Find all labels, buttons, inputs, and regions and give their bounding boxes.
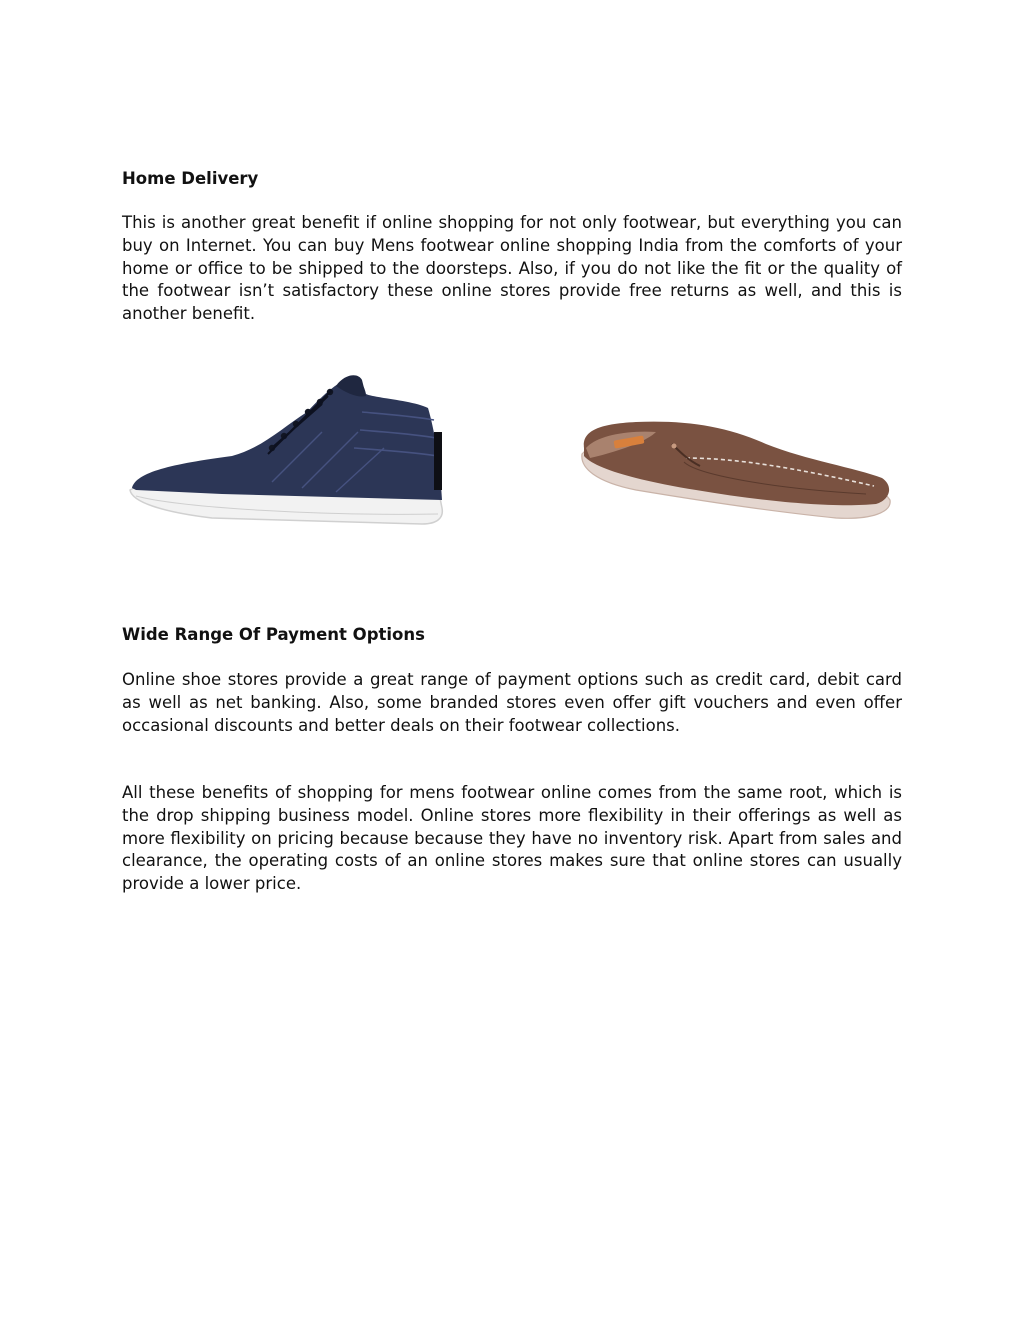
payment-options-paragraph: Online shoe stores provide a great range of payment options such as credit card, debit card as well as net banking. Also, some branded stores even offer gift vouchers and even offer occasional discounts and better deals on their footwear collections. — [122, 670, 902, 735]
drop-shipping-paragraph: All these benefits of shopping for mens footwear online comes from the same root, which is the drop shipping business model. Online stores more flexibility in their offerings as well as more flexibility on pricing because because they have no inventory risk. Apart from sales and clearance, the operating costs of an online stores makes sure that online stores can usually provide a lower price. — [122, 783, 902, 894]
brown-mule-image — [576, 408, 896, 532]
navy-sneaker-image — [122, 372, 452, 532]
home-delivery-paragraph: This is another great benefit if online shopping for not only footwear, but everything you can buy on Internet. You can buy Mens footwear online shopping India from the comforts of your home or office to be shipped to the doorsteps. Also, if you do not like the fit or the quality of the footwear isn’t satisfactory these online stores provide free returns as well, and this is another benefit. — [122, 213, 902, 324]
section-heading-payment-options: Wide Range Of Payment Options — [122, 625, 425, 644]
section-heading-home-delivery: Home Delivery — [122, 169, 259, 188]
